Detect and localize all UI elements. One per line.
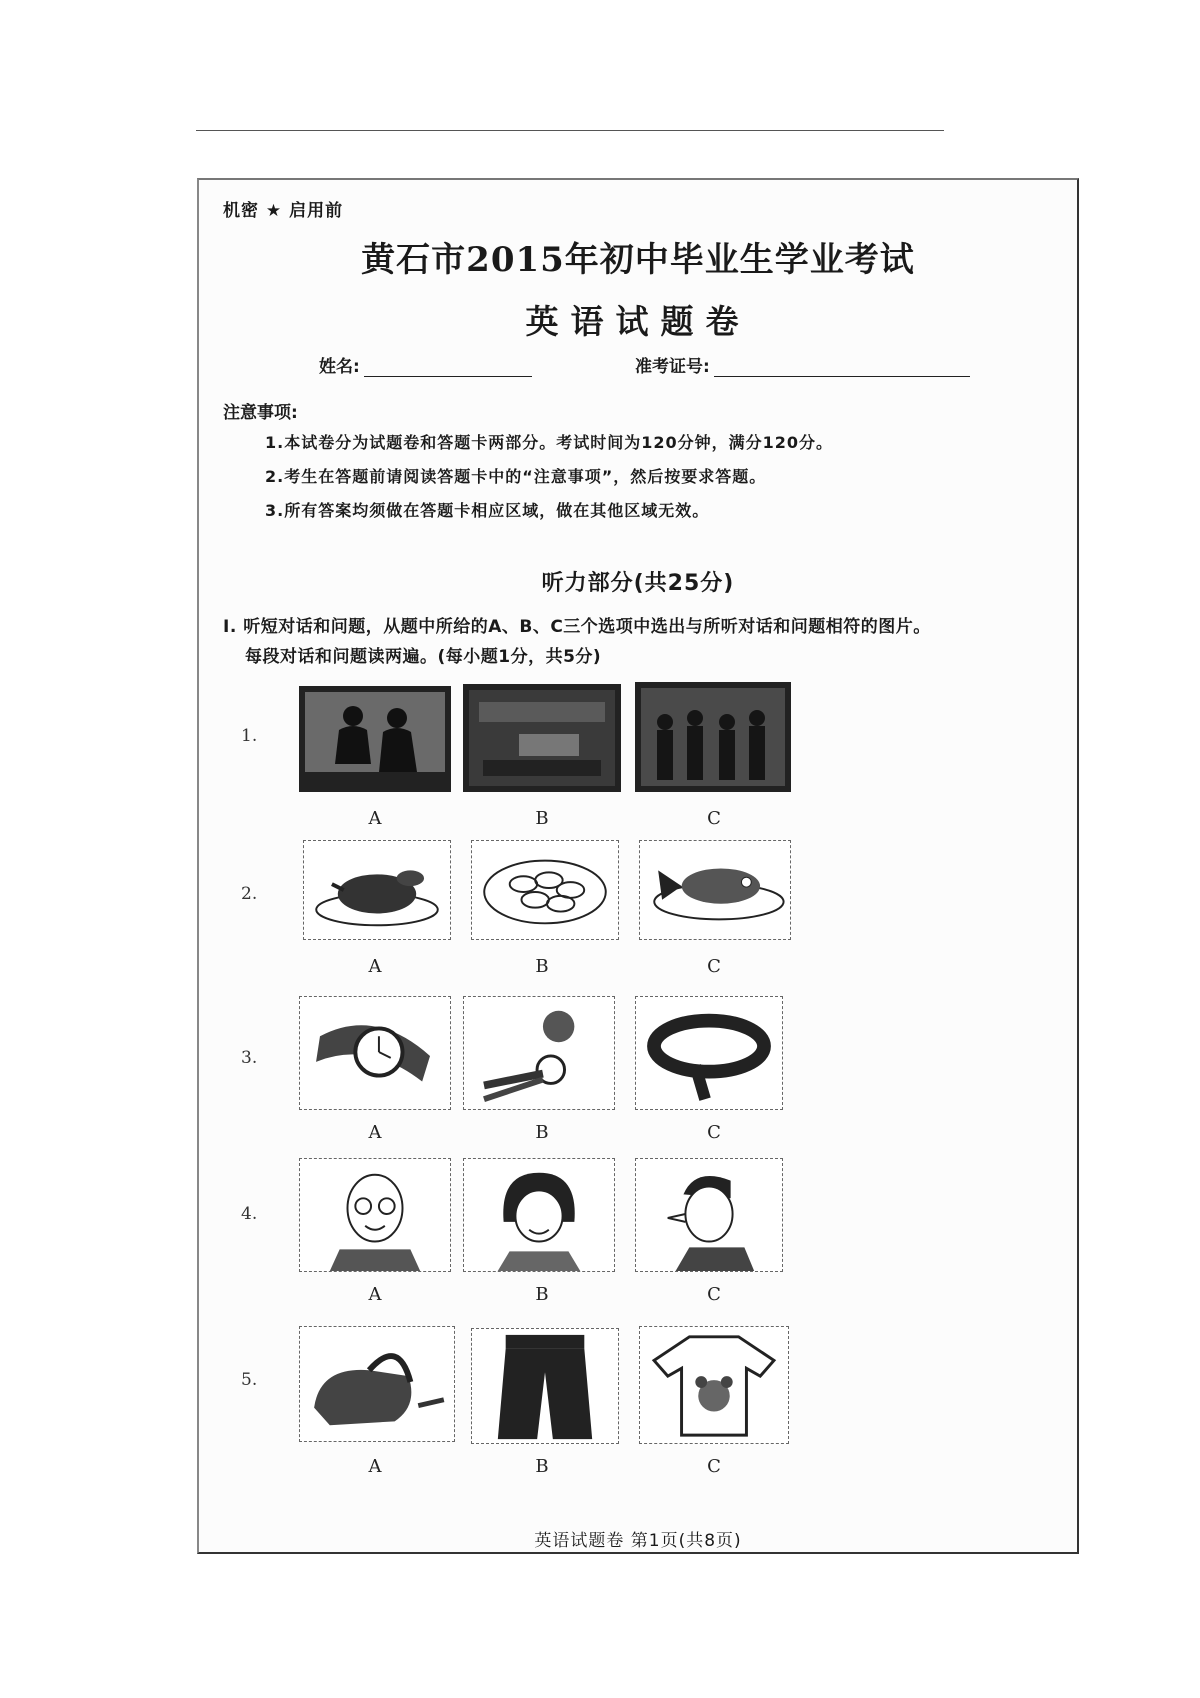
roast-chicken-icon [304,841,450,939]
picture-trousers[interactable] [471,1328,619,1444]
picture-watch[interactable] [299,996,451,1110]
option-b[interactable]: B [535,1284,549,1305]
girl-short-hair-icon [464,1159,614,1271]
note-item: 1.本试卷分为试题卷和答题卡两部分。考试时间为120分钟，满分120分。 [265,433,834,452]
dumplings-icon [472,841,618,939]
listening-section-title: 听力部分(共25分) [541,571,735,596]
question-number: 3. [241,1048,258,1068]
picture-two-people-photo[interactable] [299,686,451,792]
instruction-line: I. 听短对话和问题，从题中所给的A、B、C三个选项中选出与所听对话和问题相符的图片。 [223,617,931,637]
picture-girl-short-hair[interactable] [463,1158,615,1272]
bag-icon [300,1327,454,1441]
two-people-icon [305,692,445,786]
page-footer: 英语试题卷 第1页(共8页) [534,1531,742,1551]
option-b[interactable]: B [535,1122,549,1143]
note-item: 2.考生在答题前请阅读答题卡中的“注意事项”，然后按要求答题。 [265,467,767,486]
name-label: 姓名: [319,357,360,377]
question-number: 2. [241,884,258,904]
question-number: 4. [241,1204,258,1224]
exam-id-line[interactable] [714,358,970,377]
picture-t-shirt[interactable] [639,1326,789,1444]
option-b[interactable]: B [535,808,549,829]
name-field[interactable] [319,352,532,377]
picture-man-with-glasses[interactable] [299,1158,451,1272]
note-item: 3.所有答案均须做在答题卡相应区域，做在其他区域无效。 [265,501,710,520]
option-a[interactable]: A [368,956,382,977]
option-c[interactable]: C [707,808,721,829]
exam-title: 黄石市2015年初中毕业生学业考试 [361,240,915,280]
option-c[interactable]: C [707,1284,721,1305]
exam-id-label: 准考证号: [635,357,710,377]
instruction-line: 每段对话和问题读两遍。(每小题1分，共5分) [245,647,602,667]
notes-title: 注意事项: [223,403,298,423]
picture-keys[interactable] [463,996,615,1110]
option-b[interactable]: B [535,1456,549,1477]
trousers-icon [472,1329,618,1443]
fish-icon [640,841,790,939]
option-a[interactable]: A [368,1284,382,1305]
option-a[interactable]: A [368,1122,382,1143]
option-c[interactable]: C [707,1456,721,1477]
picture-boy[interactable] [635,1158,783,1272]
confidential-label: 机密 ★ 启用前 [223,201,344,221]
exam-id-field[interactable] [635,352,970,377]
exam-subtitle: 英语试题卷 [525,302,751,341]
question-number: 5. [241,1370,258,1390]
picture-crowd-photo[interactable] [635,682,791,792]
belt-icon [636,997,782,1109]
crowd-icon [641,688,785,786]
picture-dark-scene-photo[interactable] [463,684,621,792]
watch-icon [300,997,450,1109]
picture-roast-chicken[interactable] [303,840,451,940]
picture-bag[interactable] [299,1326,455,1442]
dark-scene-icon [469,690,615,786]
boy-icon [636,1159,782,1271]
question-number: 1. [241,726,258,746]
option-c[interactable]: C [707,1122,721,1143]
option-a[interactable]: A [368,1456,382,1477]
keys-icon [464,997,614,1109]
top-rule [196,130,944,131]
picture-dumplings[interactable] [471,840,619,940]
exam-sheet [197,178,1079,1554]
option-b[interactable]: B [535,956,549,977]
t-shirt-icon [640,1327,788,1443]
option-a[interactable]: A [368,808,382,829]
option-c[interactable]: C [707,956,721,977]
picture-belt[interactable] [635,996,783,1110]
man-with-glasses-icon [300,1159,450,1271]
picture-fish[interactable] [639,840,791,940]
name-line[interactable] [364,358,532,377]
